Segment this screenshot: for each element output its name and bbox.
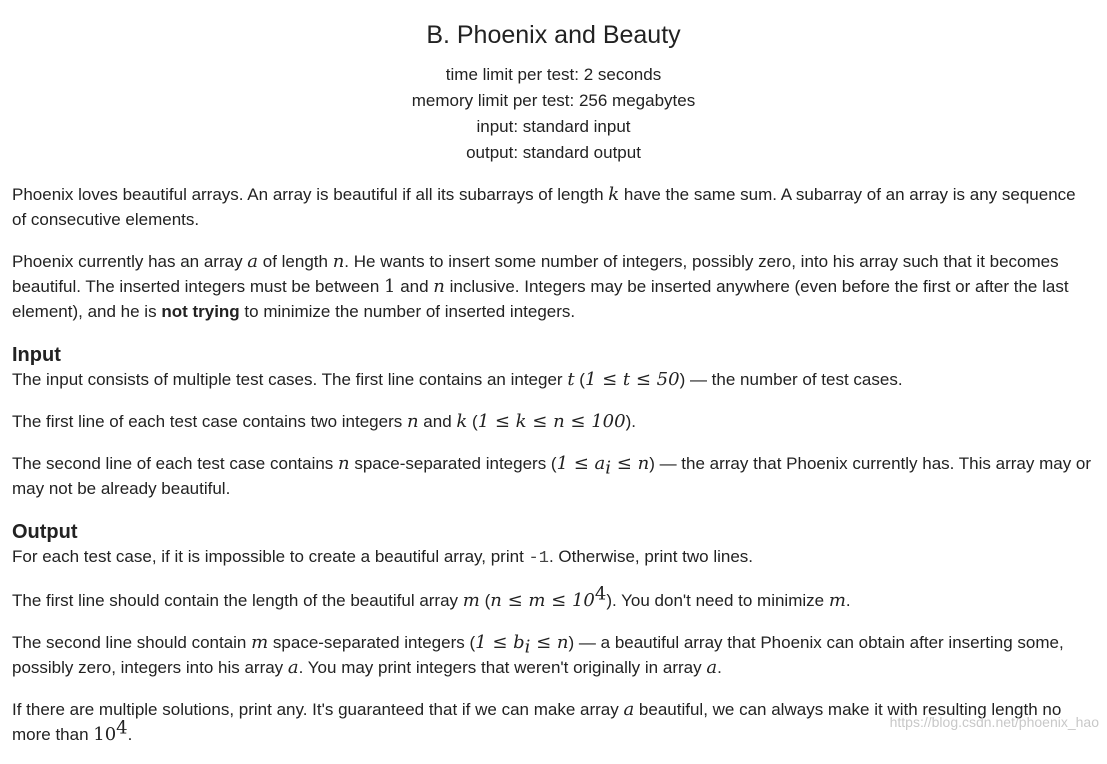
math-var: m (251, 632, 269, 653)
input-paragraph-3 (12, 451, 1093, 501)
math-expression: 1 ≤ b (475, 632, 525, 653)
memory-limit: memory limit per test: 256 megabytes (411, 91, 696, 110)
watermark: https://blog.csdn.net/phoenix_hao (889, 714, 1099, 730)
math-expression: 1 ≤ a (556, 453, 606, 474)
text: beautiful, we can always make it with resulting length no more than (12, 700, 1062, 744)
math-superscript: 4 (116, 717, 128, 739)
math-var: a (287, 657, 299, 678)
text: ( (574, 370, 585, 389)
math-expression: ≤ n (611, 453, 650, 474)
text: ( (467, 412, 478, 431)
output-paragraph-1 (12, 544, 1093, 571)
text: ) — the array that Phoenix currently has. This array may or may not be already beautiful. (12, 454, 1092, 498)
text: For each test case, if it is impossible to create a beautiful array, print (12, 547, 529, 566)
problem-statement (12, 182, 1093, 764)
text: and (395, 277, 434, 296)
output-section-title: Output (12, 521, 78, 543)
text: . You may print integers that weren't originally in array (298, 658, 707, 677)
math-var: a (623, 699, 635, 720)
text: The second line of each test case contains (12, 454, 339, 473)
text: . (717, 658, 722, 677)
inline-code: -1 (528, 549, 549, 568)
output-paragraph-2 (12, 583, 1093, 613)
output-paragraph-3 (12, 630, 1093, 680)
math-var: n (338, 453, 350, 474)
math-var: k (456, 411, 468, 432)
math-expression: 1 ≤ k ≤ n ≤ 100 (477, 411, 626, 432)
text: ) — a beautiful array that Phoenix can obtain after inserting some, possibly zero, integers into his array (12, 633, 1064, 677)
math-var: a (706, 657, 718, 678)
text: ). (625, 412, 636, 431)
output-file: output: standard output (466, 143, 641, 162)
text: ). You don't need to minimize (606, 591, 829, 610)
input-paragraph-2 (12, 409, 1093, 434)
text: . He wants to insert some number of integers, possibly zero, into his array such that it becomes beautiful. The inserted integers must be between (12, 252, 1059, 296)
text: The first line should contain the length of the beautiful array (12, 591, 463, 610)
bold-text: not trying (161, 302, 240, 321)
math-var: m (828, 590, 846, 611)
math-var: n (332, 251, 345, 272)
math-var: t (567, 369, 575, 390)
input-paragraph-1 (12, 367, 1093, 392)
math-expression: ≤ n (530, 632, 569, 653)
text: The first line of each test case contains two integers (12, 412, 407, 431)
input-section-title: Input (12, 344, 61, 366)
math-expression: n ≤ m ≤ 10 (490, 590, 595, 611)
text: space-separated integers ( (349, 454, 557, 473)
math-expression: 10 (93, 724, 117, 745)
math-expression: 1 ≤ t ≤ 50 (584, 369, 680, 390)
math-var: n (433, 276, 445, 297)
text: space-separated integers ( (268, 633, 476, 652)
math-superscript: 4 (594, 583, 607, 605)
text: If there are multiple solutions, print any. It's guaranteed that if we can make array (12, 700, 624, 719)
text: The second line should contain (12, 633, 252, 652)
time-limit: time limit per test: 2 seconds (445, 65, 662, 84)
legend-paragraph-1 (12, 182, 1093, 232)
math-var: a (247, 251, 259, 272)
text: to minimize the number of inserted integers. (239, 302, 576, 321)
text: The input consists of multiple test cases. The first line contains an integer (12, 370, 568, 389)
text: . (127, 725, 133, 744)
math-subscript: i (524, 636, 531, 658)
math-number: 1 (384, 276, 396, 297)
text: ( (479, 591, 491, 610)
problem-title: B. Phoenix and Beauty (426, 21, 681, 49)
text: ) — the number of test cases. (679, 370, 903, 389)
math-subscript: i (605, 457, 612, 479)
math-var: n (406, 411, 419, 432)
problem-header (0, 0, 1107, 166)
input-file: input: standard input (476, 117, 631, 136)
legend-paragraph-2 (12, 249, 1093, 324)
text: and (418, 412, 457, 431)
text: Phoenix loves beautiful arrays. An array is beautiful if all its subarrays of length (12, 185, 609, 204)
text: have the same sum. A subarray of an array is any sequence of consecutive elements. (12, 185, 1076, 229)
math-var: k (608, 184, 620, 205)
text: inclusive. Integers may be inserted anywhere (even before the first or after the last element), and he is (12, 277, 1069, 321)
text: . (845, 591, 851, 610)
text: of length (258, 252, 333, 271)
math-var: m (462, 590, 480, 611)
text: Phoenix currently has an array (12, 252, 248, 271)
text: . Otherwise, print two lines. (548, 547, 754, 566)
